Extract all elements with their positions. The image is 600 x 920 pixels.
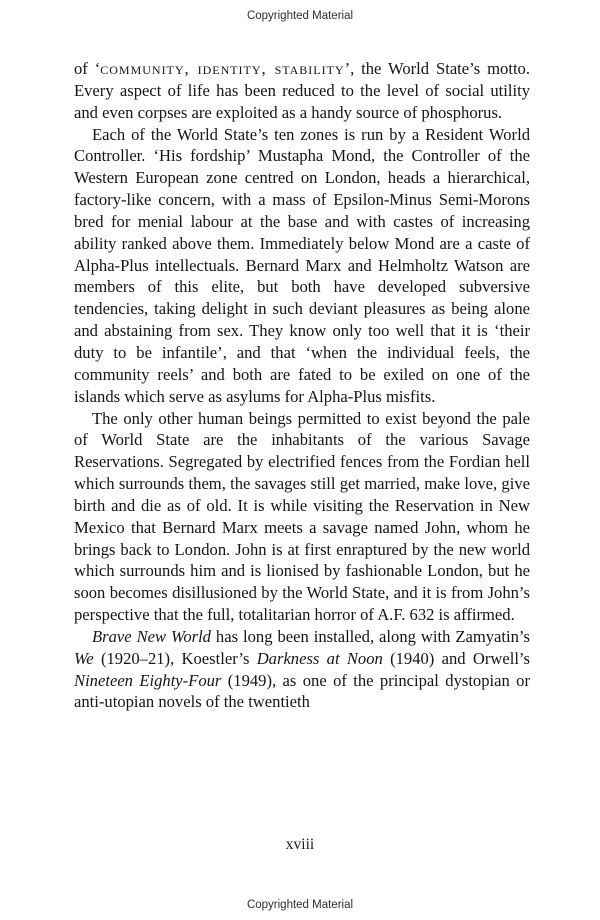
text-segment: Darkness at Noon xyxy=(256,648,383,668)
body-text xyxy=(74,58,530,713)
text-segment: (1940) and Orwell’s xyxy=(382,648,531,668)
text-segment: community, identity, stability xyxy=(100,59,345,78)
copyright-notice-bottom: Copyrighted Material xyxy=(246,899,354,911)
paragraph xyxy=(74,58,530,124)
text-segment: Nineteen Eighty-Four xyxy=(74,670,222,690)
text-segment: (1949), as one of the principal dystopian or anti-utopian novels of the twentieth xyxy=(74,670,531,712)
text-segment: ’, the World State’s motto. Every aspect of life has been reduced to the level of social utility and even corpses are exploited as a handy source of phosphorus. xyxy=(74,59,530,122)
text-segment: (1920–21), Koestler’s xyxy=(93,648,257,668)
paragraph xyxy=(74,408,530,626)
paragraph xyxy=(74,124,530,408)
text-segment: of ‘ xyxy=(74,59,101,78)
page-number: xviii xyxy=(285,836,315,853)
text-segment: We xyxy=(74,648,94,668)
copyright-notice-top: Copyrighted Material xyxy=(246,10,354,22)
text-segment: Each of the World State’s ten zones is run by a Resident World Controller. ‘His fordship’ Mustapha Mond, the Controller of the Western European zone centred on London, heads a hierarchical, factory-like concern, with a mass of Epsilon-Minus Semi-Morons bred for menial labour at the base and with castes of increasing ability ranked above them. Immediately below Mond are a caste of Alpha-Plus intellectuals. Bernard Marx and Helmholtz Watson are members of this elite, but both have developed subversive tendencies, taking delight in such deviant pleasures as being alone and abstaining from sex. They know only too well that it is ‘their duty to be infantile’, and that ‘when the individual feels, the community reels’ and both are fated to be exiled on one of the islands which serve as asylums for Alpha-Plus misfits. xyxy=(74,124,530,406)
paragraph xyxy=(74,626,530,713)
text-segment: has long been installed, along with Zamyatin’s xyxy=(210,626,530,646)
text-segment: Brave New World xyxy=(92,626,211,646)
text-segment: The only other human beings permitted to exist beyond the pale of World State are the inhabitants of the various Savage Reservations. Segregated by electrified fences from the Fordian hell which surrounds them, the savages still get married, make love, give birth and die as of old. It is while visiting the Reservation in New Mexico that Bernard Marx meets a savage named John, whom he brings back to London. John is at first enraptured by the new world which surrounds him and is lionised by fashionable London, but he soon becomes disillusioned by the World State, and it is from John’s perspective that the full, totalitarian horror of A.F. 632 is affirmed. xyxy=(74,408,530,625)
